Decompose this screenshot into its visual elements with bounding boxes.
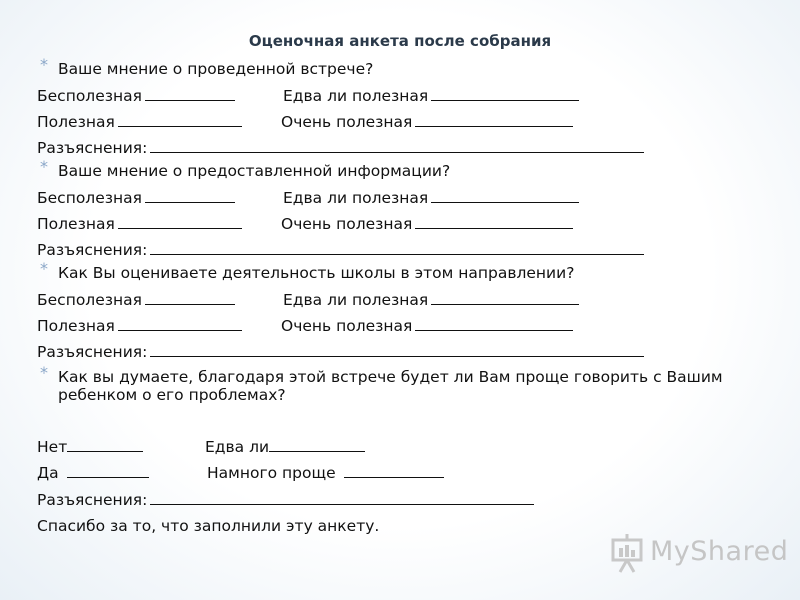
presentation-board-icon [610,534,644,574]
question-2: Ваше мнение о предоставленной информации? [58,162,451,180]
q3-option-barely-useful: Едва ли полезная [283,290,579,310]
q4-option-barely: Едва ли [205,437,365,457]
bullet-star-icon: * [40,363,48,382]
q2-explanation: Разъяснения: [37,240,644,260]
question-4-line-2: ребенком о его проблемах? [58,386,286,404]
q4-option-yes: Да [37,463,149,483]
q3-explanation: Разъяснения: [37,342,644,362]
bullet-star-icon: * [40,55,48,74]
q1-option-useless: Бесполезная [37,86,235,106]
q2-option-very-useful: Очень полезная [281,214,573,234]
q2-option-useless: Бесполезная [37,188,235,208]
question-3: Как Вы оцениваете деятельность школы в этом направлении? [58,264,575,282]
q4-option-no: Нет [37,437,143,457]
q3-option-useless: Бесполезная [37,290,235,310]
question-1: Ваше мнение о проведенной встрече? [58,60,374,78]
q2-option-useful: Полезная [37,214,242,234]
bullet-star-icon: * [40,259,48,278]
q3-option-very-useful: Очень полезная [281,316,573,336]
q1-explanation: Разъяснения: [37,138,644,158]
q1-option-barely-useful: Едва ли полезная [283,86,579,106]
page-title: Оценочная анкета после собрания [248,32,552,50]
q3-option-useful: Полезная [37,316,242,336]
q4-explanation: Разъяснения: [37,490,534,510]
watermark [608,532,789,576]
q1-option-useful: Полезная [37,112,242,132]
bullet-star-icon: * [40,157,48,176]
q2-option-barely-useful: Едва ли полезная [283,188,579,208]
question-4-line-1: Как вы думаете, благодаря этой встрече будет ли Вам проще говорить с Вашим [58,368,723,386]
thank-you-note: Спасибо за то, что заполнили эту анкету. [37,517,380,535]
watermark-brand: MyShared [650,536,789,567]
q1-option-very-useful: Очень полезная [281,112,573,132]
q4-option-much-easier: Намного проще [207,463,444,483]
